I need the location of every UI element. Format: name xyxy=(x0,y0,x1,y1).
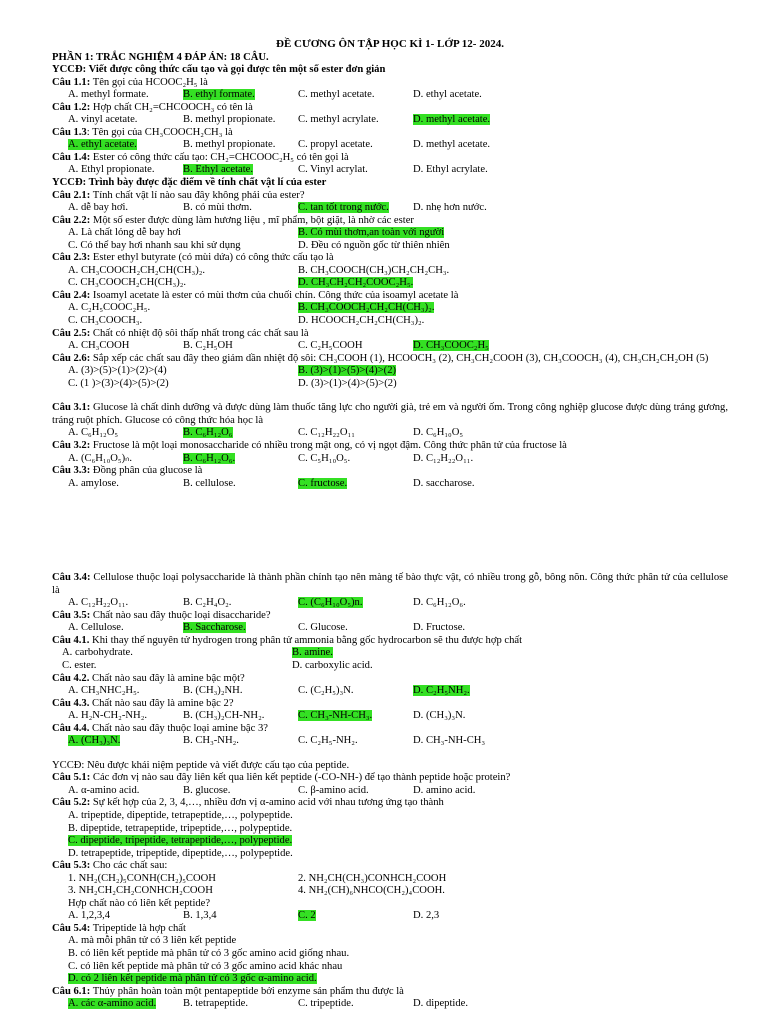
substance-1: 1. NH₂(CH₂)₅CONH(CH₂)₅COOH xyxy=(68,872,216,884)
substance-2: 2. NH₂CH(CH₃)CONHCH₂COOH xyxy=(298,872,447,884)
option-b-answer[interactable]: B. Có mùi thơm,an toàn với người xyxy=(298,227,445,239)
option-b[interactable]: B. 1,3,4 xyxy=(183,910,217,922)
option-d-answer[interactable]: D. methyl acetate. xyxy=(413,114,491,126)
question-2-1: Câu 2.1: Tính chất vật lí nào sau đây không phải của ester? xyxy=(52,189,305,201)
options-5-3 xyxy=(52,910,728,923)
option-a[interactable]: A. methyl formate. xyxy=(68,89,149,101)
options-4-3 xyxy=(52,710,728,723)
option-d-answer[interactable]: D. CH₃CH₂CH₂COOC₂H₅. xyxy=(298,277,414,289)
option-c[interactable]: C. propyl acetate. xyxy=(298,139,373,151)
options-2-6-row1 xyxy=(52,365,728,378)
option-d[interactable]: D. ethyl acetate. xyxy=(413,89,482,101)
option-b[interactable]: B. C₂H₄O₂. xyxy=(183,597,232,609)
options-2-4-row2 xyxy=(52,315,728,328)
option-c[interactable]: C. (C₂H₅)₃N. xyxy=(298,685,354,697)
question-1-4: Câu 1.4: Ester có công thức cấu tạo: CH₂=CHCOOC₂H₅ có tên gọi là xyxy=(52,151,349,163)
option-c-answer[interactable]: C. (C₆H₁₀O₅)n. xyxy=(298,597,363,609)
option-a[interactable]: A. Cellulose. xyxy=(68,622,124,634)
options-3-2 xyxy=(52,453,728,466)
option-d[interactable]: D. 2,3 xyxy=(413,910,440,922)
option-b[interactable]: B. có mùi thơm. xyxy=(183,202,252,214)
question-2-5: Câu 2.5: Chất có nhiệt độ sôi thấp nhất trong các chất sau là xyxy=(52,327,309,339)
requirement-heading-2: YCCĐ: Trình bày được đặc điểm về tính chất vật lí của ester xyxy=(52,177,327,189)
option-d[interactable]: D. saccharose. xyxy=(413,477,475,489)
question-4-1: Câu 4.1. Khi thay thế nguyên tử hydrogen trong phân tử ammonia bằng gốc hydrocarbon sẽ thu được hợp chất xyxy=(52,634,523,646)
option-c-answer[interactable]: C. CH₃-NH-CH₃. xyxy=(298,710,373,722)
question-3-1: Câu 3.1: Glucose là chất dinh dưỡng và được dùng làm thuốc tăng lực cho người già, trẻ em và người ốm. Trong công nghiệp glucose được dùng tráng gương, tráng ruột phích. Glucose có công thức hóa học là xyxy=(52,402,729,426)
option-d[interactable]: D. amino acid. xyxy=(413,784,476,796)
option-d[interactable]: D. (3)>(1)>(4)>(5)>(2) xyxy=(298,377,397,389)
option-c-answer[interactable]: C. 2 xyxy=(298,910,316,922)
question-1-3: Câu 1.3: Tên gọi của CH₃COOCH₂CH₃ là xyxy=(52,126,233,138)
option-c-answer[interactable]: C. fructose. xyxy=(298,477,348,489)
option-d[interactable]: D. nhẹ hơn nước. xyxy=(413,202,487,214)
question-4-4: Câu 4.4. Chất nào sau đây thuộc loại amine bậc 3? xyxy=(52,722,268,734)
option-b-answer[interactable]: B. amine. xyxy=(292,647,333,659)
substance-3: 3. NH₂CH₂CH₂CONHCH₂COOH xyxy=(68,885,213,897)
option-b[interactable]: B. methyl propionate. xyxy=(183,139,276,151)
option-a[interactable]: A. C₂H₅COOC₂H₅. xyxy=(68,302,151,314)
option-d[interactable]: D. (CH₃)₃N. xyxy=(413,710,466,722)
substances-row2 xyxy=(52,885,728,898)
question-2-2: Câu 2.2: Một số ester được dùng làm hương liệu , mĩ phẩm, bột giặt, là nhờ các ester xyxy=(52,214,414,226)
question-4-2: Câu 4.2. Chất nào sau đây là amine bậc một? xyxy=(52,672,245,684)
question-2-3: Câu 2.3: Ester ethyl butyrate (có mùi dứa) có công thức cấu tạo là xyxy=(52,252,334,264)
question-2-6: Câu 2.6: Sắp xếp các chất sau đây theo giảm dần nhiệt độ sôi: CH₃COOH (1), HCOOCH₃ (2), CH₃CH₂COOH (3), CH₃COOCH₃ (4), CH₃CH₂CH₂OH (5) xyxy=(52,352,709,364)
question-2-4: Câu 2.4: Isoamyl acetate là ester có mùi thơm của chuối chín. Công thức của isoamyl acetate là xyxy=(52,289,459,301)
question-3-2: Câu 3.2: Fructose là một loại monosaccharide có nhiều trong mật ong, có vị ngọt đậm. Công thức phân tử của fructose là xyxy=(52,439,567,451)
option-d[interactable]: D. C₁₂H₂₂O₁₁. xyxy=(413,452,474,464)
option-a[interactable]: A. C₁₂H₂₂O₁₁. xyxy=(68,597,129,609)
option-c[interactable]: C. methyl acrylate. xyxy=(298,114,379,126)
option-d[interactable]: D. methyl acetate. xyxy=(413,139,491,151)
option-b-answer[interactable]: B. CH₃COOCH₂CH₂CH(CH₃)₂. xyxy=(298,302,435,314)
options-3-5 xyxy=(52,622,728,635)
option-d[interactable]: D. dipeptide. xyxy=(413,998,469,1010)
option-a[interactable]: A. carbohydrate. xyxy=(62,647,133,659)
option-c[interactable]: C. methyl acetate. xyxy=(298,89,375,101)
options-6-1 xyxy=(52,998,728,1011)
option-b[interactable]: B. C₂H₅OH xyxy=(183,340,233,352)
option-b[interactable]: B. dipeptide, tetrapeptide, tripeptide,…, polypeptide. xyxy=(68,822,293,834)
option-c[interactable]: C. Vinyl acrylat. xyxy=(298,164,368,176)
option-c[interactable]: C. C₂H₅COOH xyxy=(298,340,363,352)
question-3-3: Câu 3.3: Đồng phân của glucose là xyxy=(52,465,203,477)
option-b-answer[interactable]: B. ethyl formate. xyxy=(183,89,255,101)
options-2-3-row2 xyxy=(52,277,728,290)
question-5-3-ask: Hợp chất nào có liên kết peptide? xyxy=(68,897,211,909)
options-2-4-row1 xyxy=(52,302,728,315)
part-heading: PHẦN 1: TRẮC NGHIỆM 4 ĐÁP ÁN: 18 CÂU. xyxy=(52,51,269,63)
option-b[interactable]: B. cellulose. xyxy=(183,477,236,489)
option-d[interactable]: D. HCOOCH₂CH₂CH(CH₃)₂. xyxy=(298,315,425,327)
option-d[interactable]: D. tetrapeptide, tripeptide, dipeptide,…, polypeptide. xyxy=(68,847,293,859)
options-2-3-row1 xyxy=(52,265,728,278)
option-d[interactable]: D. Đều có nguồn gốc từ thiên nhiên xyxy=(298,239,450,251)
option-d-answer[interactable]: D. CH₃COOC₂H₅ xyxy=(413,340,489,352)
question-5-1: Câu 5.1: Các đơn vị nào sau đây liên kết qua liên kết peptide (-CO-NH-) để tạo thành peptide hoặc protein? xyxy=(52,772,511,784)
question-1-1: Câu 1.1: Tên gọi của HCOOC₂H₅ là xyxy=(52,76,208,88)
options-2-6-row2 xyxy=(52,378,728,391)
options-4-4 xyxy=(52,735,728,748)
option-a[interactable]: A. tripeptide, dipeptide, tetrapeptide,…, polypeptide. xyxy=(68,809,293,821)
option-c[interactable]: C. Glucose. xyxy=(298,622,348,634)
option-b[interactable]: B. có liên kết peptide mà phân tử có 3 gốc amino acid giống nhau. xyxy=(68,948,350,959)
option-b-answer[interactable]: B. (3)>(1)>(5)>(4)>(2) xyxy=(298,365,397,377)
option-c[interactable]: C. CH₃COOCH₂CH(CH₃)₂. xyxy=(68,277,187,289)
option-c[interactable]: C. C₂H₅-NH₂. xyxy=(298,735,358,747)
option-d[interactable]: D. Ethyl acrylate. xyxy=(413,164,488,176)
options-2-5 xyxy=(52,340,728,353)
option-b[interactable]: B. CH₃-NH₂. xyxy=(183,735,239,747)
options-1-1 xyxy=(52,89,728,102)
question-3-4: Câu 3.4: Cellulose thuộc loại polysaccharide là thành phần chính tạo nên màng tế bào thực vật, có nhiều trong gỗ, bông nõn. Công thức phân tử của cellulose là xyxy=(52,572,728,596)
option-c[interactable]: C. có liên kết peptide mà phân tử có 3 gốc amino acid khác nhau xyxy=(68,960,343,972)
options-4-2 xyxy=(52,685,728,698)
question-3-5: Câu 3.5: Chất nào sau đây thuộc loại disaccharide? xyxy=(52,609,271,621)
option-b[interactable]: B. (CH₃)₂CH-NH₂. xyxy=(183,710,265,722)
option-b-answer[interactable]: B. C₆H₁₂O₆ xyxy=(183,427,233,439)
substances-row1 xyxy=(52,873,728,886)
option-a[interactable]: A. CH₃NHC₂H₅. xyxy=(68,685,140,697)
options-3-3 xyxy=(52,478,728,491)
option-a[interactable]: A. mà mỗi phân tử có 3 liên kết peptide xyxy=(68,935,237,947)
option-d-answer[interactable]: D. C₂H₅NH₂. xyxy=(413,685,470,697)
question-1-2: Câu 1.2: Hợp chất CH₂=CHCOOCH₃ có tên là xyxy=(52,101,253,113)
option-a-answer[interactable]: A. ethyl acetate. xyxy=(68,139,137,151)
option-a[interactable]: A. CH₃COOCH₂CH₂CH(CH₃)₂. xyxy=(68,264,206,276)
options-4-1-row2 xyxy=(52,660,728,673)
option-a[interactable]: A. Ethyl propionate. xyxy=(68,164,155,176)
option-a[interactable]: A. H₂N-CH₂-NH₂. xyxy=(68,710,148,722)
option-c[interactable]: C. CH₃COOCH₃. xyxy=(68,315,143,327)
option-a[interactable]: A. (C₆H₁₀O₅)ₙ. xyxy=(68,452,133,464)
option-d[interactable]: D. C₆H₁₀O₅ xyxy=(413,427,464,439)
option-d[interactable]: D. C₆H₁₂O₆. xyxy=(413,597,466,609)
option-a[interactable]: A. (3)>(5)>(1)>(2)>(4) xyxy=(68,365,167,377)
requirement-heading-3: YCCĐ: Nêu được khái niệm peptide và viết được cấu tạo của peptide. xyxy=(52,759,350,771)
options-1-4 xyxy=(52,164,728,177)
option-a[interactable]: A. C₆H₁₂O₅ xyxy=(68,427,119,439)
question-5-2: Câu 5.2: Sự kết hợp của 2, 3, 4,…, nhiều đơn vị α-amino acid với nhau tương ứng tạo thành xyxy=(52,797,444,809)
option-a[interactable]: A. 1,2,3,4 xyxy=(68,910,111,922)
option-c[interactable]: C. (1 )>(3)>(4)>(5)>(2) xyxy=(68,377,169,389)
option-b[interactable]: B. (CH₃)₂NH. xyxy=(183,685,243,697)
option-a[interactable]: A. amylose. xyxy=(68,477,119,489)
option-c[interactable]: C. tripeptide. xyxy=(298,998,354,1010)
option-c[interactable]: C. C₁₂H₂₂O₁₁ xyxy=(298,427,355,439)
options-1-3 xyxy=(52,139,728,152)
options-5-1 xyxy=(52,785,728,798)
option-a[interactable]: A. dễ bay hơi. xyxy=(68,202,129,214)
option-d[interactable]: D. CH₃-NH-CH₃ xyxy=(413,735,486,747)
option-a[interactable]: A. CH₃COOH xyxy=(68,340,130,352)
question-5-4: Câu 5.4: Tripeptide là hợp chất xyxy=(52,922,186,934)
options-4-1-row1 xyxy=(52,647,728,660)
option-a-answer[interactable]: A. các α-amino acid. xyxy=(68,998,157,1010)
option-d-answer[interactable]: D. có 2 liên kết peptide mà phân tử có 3 gốc α-amino acid. xyxy=(68,973,317,985)
options-3-4 xyxy=(52,597,728,610)
options-2-2-row1 xyxy=(52,227,728,240)
question-6-1: Câu 6.1: Thủy phân hoàn toàn một pentapeptide bởi enzyme sản phẩm thu được là xyxy=(52,985,404,997)
option-d[interactable]: D. carboxylic acid. xyxy=(292,659,373,671)
option-d[interactable]: D. Fructose. xyxy=(413,622,466,634)
substance-4: 4. NH₂(CH)₆NHCO(CH₂)₄COOH. xyxy=(298,885,445,897)
option-c-answer[interactable]: C. dipeptide, tripeptide, tetrapeptide,…, polypeptide. xyxy=(68,835,293,847)
option-a-answer[interactable]: A. (CH₃)₃N. xyxy=(68,735,121,747)
option-b[interactable]: B. glucose. xyxy=(183,784,231,796)
option-c-answer[interactable]: C. tan tốt trong nước. xyxy=(298,202,389,214)
option-b[interactable]: B. tetrapeptide. xyxy=(183,998,249,1010)
requirement-heading-1: YCCĐ: Viết được công thức cấu tạo và gọi được tên một số ester đơn giản xyxy=(52,64,386,76)
option-a[interactable]: A. Là chất lỏng dễ bay hơi xyxy=(68,227,181,239)
option-b[interactable]: B. CH₃COOCH(CH₃)CH₂CH₂CH₃. xyxy=(298,264,450,276)
option-a[interactable]: A. vinyl acetate. xyxy=(68,114,138,126)
options-2-2-row2 xyxy=(52,240,728,253)
option-c[interactable]: C. β-amino acid. xyxy=(298,784,369,796)
option-b-answer[interactable]: B. Saccharose. xyxy=(183,622,246,634)
document-title: ĐỀ CƯƠNG ÔN TẬP HỌC KÌ 1- LỚP 12- 2024. xyxy=(276,38,504,50)
question-4-3: Câu 4.3. Chất nào sau đây là amine bậc 2? xyxy=(52,697,234,709)
options-3-1 xyxy=(52,427,728,440)
option-b-answer[interactable]: B. Ethyl acetate. xyxy=(183,164,254,176)
options-1-2 xyxy=(52,114,728,127)
option-b-answer[interactable]: B. C₆H₁₂O₆. xyxy=(183,452,236,464)
option-a[interactable]: A. α-amino acid. xyxy=(68,784,140,796)
option-c[interactable]: C. ester. xyxy=(62,659,97,671)
option-c[interactable]: C. C₅H₁₀O₅. xyxy=(298,452,351,464)
option-c[interactable]: C. Có thể bay hơi nhanh sau khi sử dụng xyxy=(68,239,241,251)
option-b[interactable]: B. methyl propionate. xyxy=(183,114,276,126)
options-2-1 xyxy=(52,202,728,215)
question-5-3: Câu 5.3: Cho các chất sau: xyxy=(52,860,168,872)
